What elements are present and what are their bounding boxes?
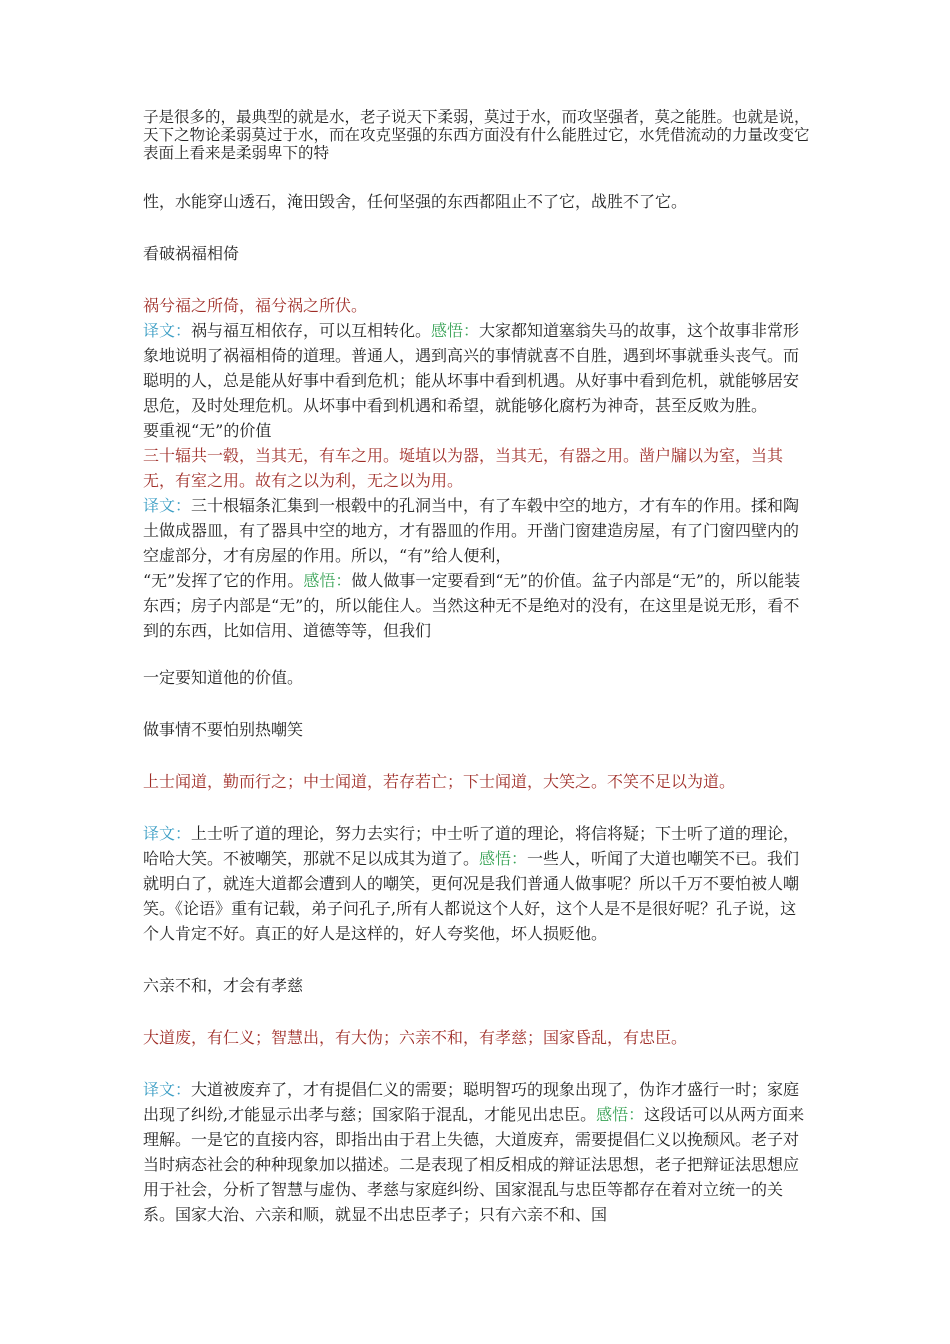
section-commentary bbox=[143, 318, 811, 418]
insight-text: 大家都知道塞翁失马的故事，这个故事非常形象地说明了祸福相倚的道理。普通人，遇到高兴的事情就喜不自胜，遇到坏事就垂头丧气。而聪明的人，总是能从好事中看到危机；能从坏事中看到机遇。从好事中看到危机，就能够居安思危，及时处理危机。从坏事中看到机遇和希望，就能够化腐朽为神奇，甚至反败为胜。 bbox=[143, 321, 800, 415]
section-title: 看破祸福相倚 bbox=[143, 244, 240, 263]
section-title: 做事情不要怕别热嘲笑 bbox=[143, 720, 304, 739]
section-commentary bbox=[143, 1077, 811, 1227]
intro-paragraph: 子是很多的，最典型的就是水，老子说天下柔弱，莫过于水，而攻坚强者，莫之能胜。也就是说，天下之物论柔弱莫过于水，而在攻克坚强的东西方面没有什么能胜过它，水凭借流动的力量改变它表面上看来是柔弱卑下的特 bbox=[143, 108, 810, 162]
insight-label: 感悟： bbox=[596, 1105, 645, 1124]
section-quote: 大道废，有仁义；智慧出，有大伪；六亲不和，有孝慈；国家昏乱，有忠臣。 bbox=[143, 1028, 688, 1047]
insight-text: 做人做事一定要看到“无”的价值。盆子内部是“无”的，所以能装东西；房子内部是“无”的，所以能住人。当然这种无不是绝对的没有，在这里是说无形，看不到的东西，比如信用、道德等等，但我们 bbox=[143, 571, 801, 640]
insight-label: 感悟： bbox=[479, 849, 528, 868]
section-quote: 三十辐共一毂，当其无，有车之用。埏埴以为器，当其无，有器之用。凿户牖以为室，当其无，有室之用。故有之以为利，无之以为用。 bbox=[143, 446, 784, 490]
translation-text: 三十根辐条汇集到一根毂中的孔洞当中，有了车毂中空的地方，才有车的作用。揉和陶土做成器皿，有了器具中空的地方，才有器皿的作用。开凿门窗建造房屋，有了门窗四壁内的空虚部分，才有房屋的作用。所以，“有”给人便利， bbox=[143, 496, 800, 565]
section-quote: 上士闻道，勤而行之；中士闻道，若存若亡；下士闻道，大笑之。不笑不足以为道。 bbox=[143, 772, 736, 791]
insight-label: 感悟： bbox=[303, 571, 352, 590]
translation-text: 祸与福互相依存，可以互相转化。 bbox=[191, 321, 432, 340]
insight-text: 这段话可以从两方面来理解。一是它的直接内容，即指出由于君上失德，大道废弃，需要提倡仁义以挽颓风。老子对当时病态社会的种种现象加以描述。二是表现了相反相成的辩证法思想，老子把辩证法思想应用于社会，分析了智慧与虚伪、孝慈与家庭纠纷、国家混乱与忠臣等都存在着对立统一的关系。国家大治、六亲和顺，就显不出忠臣孝子；只有六亲不和、国 bbox=[143, 1105, 805, 1224]
section-translation bbox=[143, 493, 811, 568]
section-commentary bbox=[143, 821, 811, 946]
document-page bbox=[143, 108, 811, 1227]
section-quote: 祸兮福之所倚，福兮祸之所伏。 bbox=[143, 296, 368, 315]
translation-label: 译文： bbox=[143, 824, 192, 843]
intro-continuation: 性，水能穿山透石，淹田毁舍，任何坚强的东西都阻止不了它，战胜不了它。 bbox=[143, 192, 688, 211]
translation-text-continued: “无”发挥了它的作用。 bbox=[143, 571, 304, 590]
translation-label: 译文： bbox=[143, 496, 192, 515]
section-commentary bbox=[143, 568, 811, 643]
translation-label: 译文： bbox=[143, 1080, 192, 1099]
insight-text: 一些人，听闻了大道也嘲笑不已。我们就明白了，就连大道都会遭到人的嘲笑，更何况是我们普通人做事呢？所以千万不要怕被人嘲笑。《论语》重有记载，弟子问孔子,所有人都说这个人好，这个人是不是很好呢？孔子说，这个人肯定不好。真正的好人是这样的，好人夸奖他，坏人损贬他。 bbox=[143, 849, 800, 943]
translation-text: 大道被废弃了，才有提倡仁义的需要；聪明智巧的现象出现了，伪诈才盛行一时；家庭出现了纠纷,才能显示出孝与慈；国家陷于混乱，才能见出忠臣。 bbox=[143, 1080, 800, 1124]
section-title: 六亲不和，才会有孝慈 bbox=[143, 976, 304, 995]
insight-continuation: 一定要知道他的价值。 bbox=[143, 668, 304, 687]
translation-label: 译文： bbox=[143, 321, 192, 340]
section-title: 要重视“无”的价值 bbox=[143, 421, 272, 440]
translation-text: 上士听了道的理论，努力去实行；中士听了道的理论，将信将疑；下士听了道的理论，哈哈大笑。不被嘲笑，那就不足以成其为道了。 bbox=[143, 824, 800, 868]
insight-label: 感悟： bbox=[431, 321, 480, 340]
